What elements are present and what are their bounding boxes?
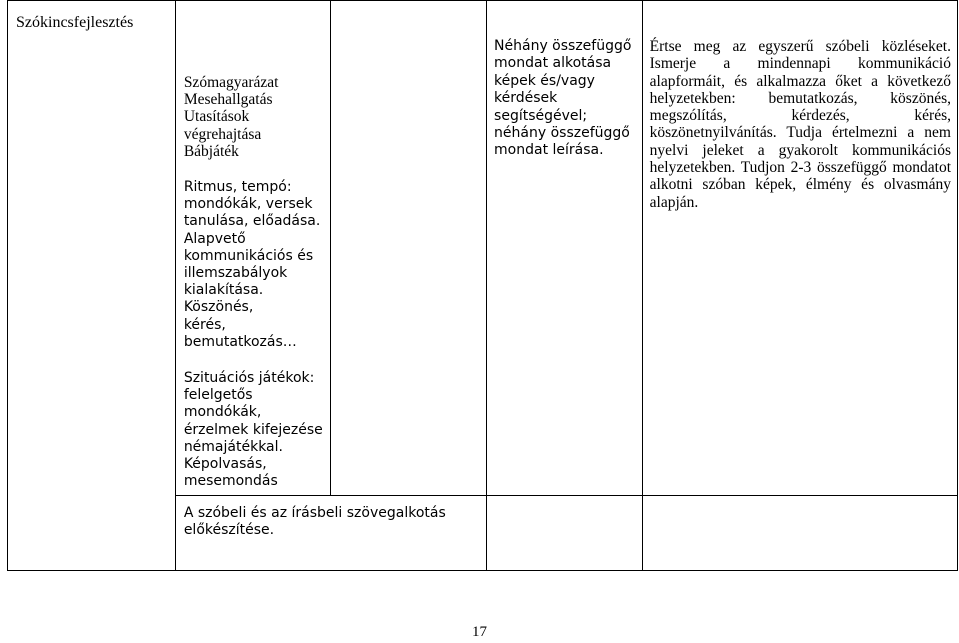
activity-line: Mesehallgatás [183, 91, 273, 109]
activities-group-3 [184, 370, 331, 490]
activity-line: Szituációs játékok: [183, 370, 315, 387]
activity-line: illemszabályok [183, 265, 288, 282]
activity-line: érzelmek kifejezése [183, 421, 323, 438]
bottom-empty-cell-2 [642, 496, 957, 571]
activity-line: Képolvasás, [183, 456, 267, 473]
activity-line: kialakítása. Köszönés, [183, 282, 264, 316]
activities-group-1 [184, 74, 331, 160]
activity-line: kérés, bemutatkozás… [183, 316, 297, 350]
topic-title: Szókincsfejlesztés [16, 14, 134, 31]
outcomes-cell [642, 1, 957, 496]
topic-cell [8, 1, 176, 571]
activities-cell [175, 1, 331, 496]
bottom-cell [175, 496, 486, 571]
activity-line: Bábjáték [183, 142, 239, 160]
activity-line: felelgetős mondókák, [183, 387, 262, 421]
empty-cell [331, 1, 487, 496]
activity-line: végrehajtása [183, 125, 262, 143]
activities-group-2 [184, 179, 331, 351]
goals-cell [487, 1, 643, 496]
goals-text: Néhány összefüggő mondat alkotása képek és/vagy kérdések segítségével; néhány összefüggő mondat leírása. [494, 38, 632, 159]
activity-line: mesemondás [183, 473, 278, 490]
bottom-empty-cell-1 [487, 496, 643, 571]
activity-line: Ritmus, tempó: [183, 179, 292, 196]
activity-line: Utasítások [183, 108, 250, 126]
activity-line: Szómagyarázat [183, 74, 279, 91]
activity-line: Alapvető [183, 230, 246, 247]
activity-line: tanulása, előadása. [183, 213, 321, 230]
curriculum-table [7, 0, 958, 571]
outcomes-text: Értse meg az egyszerű szóbeli közléseket. Ismerje a mindennapi kommunikáció alapformáit, és alkalmazza őket a következő helyzetekben: bemutatkozás, köszönés, megszólítás, kérdezés, kérés, köszönetnyilvánítás. Tudja értelmezni a nem nyelvi jeleket a gyakorolt kommunikációs helyzetekben. Tudjon 2-3 összefüggő mondatot alkotni szóban képek, élmény és olvasmány alapján. [649, 38, 951, 211]
activity-line: mondókák, versek [183, 196, 313, 213]
page-number: 17 [472, 624, 487, 640]
activity-line: némajátékkal. [183, 438, 283, 455]
bottom-text: A szóbeli és az írásbeli szövegalkotás előkészítése. [183, 505, 446, 539]
activity-line: kommunikációs és [183, 247, 314, 264]
